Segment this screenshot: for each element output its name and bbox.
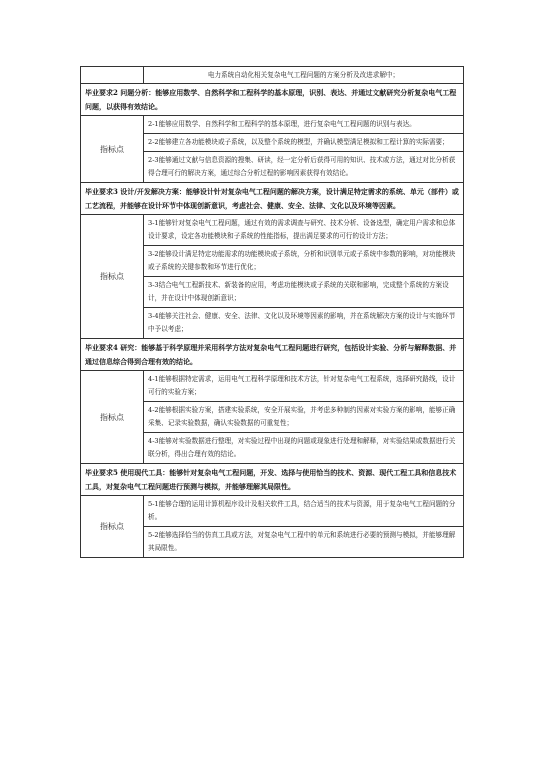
continuation-text: 电力系统自动化相关复杂电气工程问题的方案分析及改进求解中； xyxy=(144,67,464,84)
graduation-requirements-table xyxy=(80,66,464,558)
continuation-row xyxy=(81,67,464,84)
requirement-4-heading-row xyxy=(81,339,464,371)
indicator-3-2: 3-2能够设计满足特定功能需求的功能模块或子系统，分析和识别单元或子系统中参数的影响，对功能模块或子系统的关键参数和环节进行优化； xyxy=(144,246,464,277)
indicator-2-3: 2-3能够通过文献与信息资源的搜集、研读，经一定分析后获得可用的知识、技术或方法，通过对比分析获得合理可行的解决方案，通过综合分析过程的影响因素获得有效结论。 xyxy=(144,152,464,183)
indicator-5-2: 5-2能够选择恰当的仿真工具或方法，对复杂电气工程中的单元和系统进行必要的预测与模拟，并能够理解其局限性。 xyxy=(144,527,464,558)
indicator-3-4: 3-4能够关注社会、健康、安全、法律、文化以及环境等因素的影响，并在系统解决方案的设计与实施环节中予以考虑； xyxy=(144,308,464,339)
indicator-3-1: 3-1能够针对复杂电气工程问题，通过有效的需求调查与研究、技术分析、设备选型，确定用户需求和总体设计要求，设定各功能模块和子系统的性能指标，提出满足要求的可行的设计方法； xyxy=(144,215,464,246)
indicator-label: 指标点 xyxy=(81,371,144,464)
indicator-2-2: 2-2能够建立各功能模块或子系统，以及整个系统的模型，并确认模型满足模拟和工程计算的实际需要； xyxy=(144,134,464,152)
requirement-2-heading: 毕业要求2 问题分析：能够应用数学、自然科学和工程科学的基本原理，识别、表达、并通过文献研究分析复杂电气工程问题，以获得有效结论。 xyxy=(81,84,464,116)
indicator-5-1: 5-1能够合理的运用计算机程序设计及相关软件工具，结合适当的技术与资源，用于复杂电气工程问题的分析。 xyxy=(144,496,464,527)
indicator-row xyxy=(81,496,464,527)
indicator-4-2: 4-2能够根据实验方案，搭建实验系统，安全开展实验，并考虑多种制约因素对实验方案的影响，能够正确采集、记录实验数据，确认实验数据的可重复性； xyxy=(144,402,464,433)
requirement-4-heading: 毕业要求4 研究：能够基于科学原理并采用科学方法对复杂电气工程问题进行研究，包括设计实验、分析与解释数据、并通过信息综合得到合理有效的结论。 xyxy=(81,339,464,371)
indicator-4-3: 4-3能够对实验数据进行整理，对实验过程中出现的问题或现象进行处理和解释，对实验结果或数据进行关联分析，得出合理有效的结论。 xyxy=(144,433,464,464)
indicator-label: 指标点 xyxy=(81,215,144,339)
indicator-4-1: 4-1能够根据特定需求，运用电气工程科学原理和技术方法，针对复杂电气工程系统，选择研究路线，设计可行的实验方案； xyxy=(144,371,464,402)
requirement-5-heading-row xyxy=(81,464,464,496)
indicator-2-1: 2-1能够应用数学、自然科学和工程科学的基本原理，进行复杂电气工程问题的识别与表达。 xyxy=(144,116,464,134)
indicator-label: 指标点 xyxy=(81,116,144,183)
indicator-3-3: 3-3结合电气工程新技术、新装备的应用，考虑功能模块或子系统的关联和影响，完成整个系统的方案设计，并在设计中体现创新意识； xyxy=(144,277,464,308)
requirement-5-heading: 毕业要求5 使用现代工具：能够针对复杂电气工程问题，开发、选择与使用恰当的技术、资源、现代工程工具和信息技术工具，对复杂电气工程问题进行预测与模拟，并能够理解其局限性。 xyxy=(81,464,464,496)
requirement-3-heading: 毕业要求3 设计/开发解决方案：能够设计针对复杂电气工程问题的解决方案，设计满足特定需求的系统、单元（部件）或工艺流程，并能够在设计环节中体现创新意识，考虑社会、健康、安全、法律、文化以及环境等因素。 xyxy=(81,183,464,215)
requirement-3-heading-row xyxy=(81,183,464,215)
indicator-row xyxy=(81,371,464,402)
indicator-label: 指标点 xyxy=(81,496,144,558)
indicator-row xyxy=(81,215,464,246)
empty-label-cell xyxy=(81,67,144,84)
requirement-2-heading-row xyxy=(81,84,464,116)
indicator-row xyxy=(81,116,464,134)
